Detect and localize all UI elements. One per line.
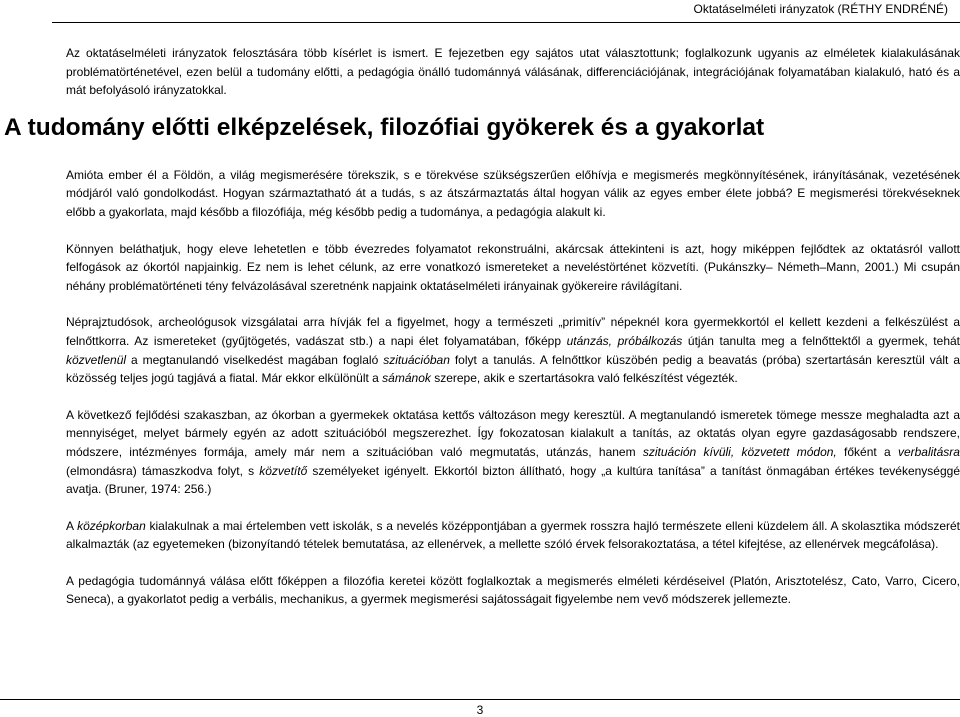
emphasis: közvetítő <box>259 463 308 478</box>
paragraph-2: Könnyen beláthatjuk, hogy eleve lehetetlen e több évezredes folyamatot rekonstruálni, akárcsak áttekinteni is azt, hogy miképpen fejlődtek az oktatásról vallott felfogások az ókortól napjainkig. Ez nem is lehet célunk, az erre vonatkozó ismereteket a neveléstörténet közvetíti. (Pukánszky– Németh–Mann, 2001.) Mi csupán néhány problématörténeti tény felvázolásával szeretnénk napjaink oktatáselméleti irányainak gyökereire rávilágítani. <box>66 241 960 293</box>
emphasis: közvetlenül <box>66 352 127 367</box>
text-span: útján tanulta meg a felnőttektől a gyermek, tehát <box>682 333 960 348</box>
text-span: a megtanulandó viselkedést magában foglaló <box>126 352 384 367</box>
text-span: személyeket igényelt. Ekkortól bizton állítható, hogy „a kultúra tanítása” a tanítást önmagában értékes tevékenységgé avatja. (Bruner, 1974: 256.) <box>66 463 960 497</box>
section-heading: A tudomány előtti elképzelések, filozófiai gyökerek és a gyakorlat <box>4 113 765 141</box>
footer-divider <box>0 699 960 700</box>
text-span: A következő fejlődési szakaszban, az ókorban a gyermekek oktatása kettős változáson megy keresztül. A megtanulandó ismeretek tömege messze meghaladta azt a mennyiséget, melyet bármely egyén az adott szituációból megszerezhet. Így fokozatosan kialakult a tanítás, az oktatás olyan egyre gazdaságosabb rendszere, módszere, intézményes formája, amely már nem a szituációban való megmutatás, utánzás, hanem <box>66 407 960 459</box>
intro-paragraph: Az oktatáselméleti irányzatok felosztására több kísérlet is ismert. E fejezetben egy sajátos utat választottunk; foglalkozunk ugyanis az elméletek kialakulásának problématörténetével, ezen belül a tudomány előtti, a pedagógia önálló tudománnyá válásának, differenciációjának, integrációjának folyamatában kialakuló, ható és a mát befolyásoló irányzatokkal. <box>66 46 960 98</box>
text-span: folyt a tanulás. A felnőttkor küszöbén pedig a beavatás (próba) szertartásán keresztül vált a közösség teljes jogú tagjává a fiatal. Már ekkor elkülönült a <box>66 352 960 386</box>
text-span: A <box>66 518 78 533</box>
paragraph-3 <box>66 313 960 387</box>
text-span: kialakulnak a mai értelemben vett iskolák, s a nevelés középpontjában a gyermek rosszra hajló természete elleni küzdelem áll. A skolasztika módszerét alkalmazták (az egyetemeken (bizonyítandó tételek bemutatása, az ellenérvek, a mellette szóló érvek felsorakoztatása, a tétel kifejtése, az ellenérvek megcáfolása). <box>66 518 960 552</box>
emphasis: verbalitásra <box>897 444 960 459</box>
page-number: 3 <box>476 703 484 717</box>
text-span: szerepe, akik e szertartásokra való felkészítést végezték. <box>430 371 738 386</box>
text-span: Néprajztudósok, archeológusok vizsgálatai arra hívják fel a figyelmet, hogy a természeti „primitív” népeknél kora gyermekkortól el kellett kezdeni a felkészülést a felnőttkorra. Az ismereteket (gyűjtögetés, vadászat stb.) a napi élet folyamatában, főképp <box>66 315 960 348</box>
paragraph-1: Amióta ember él a Földön, a világ megismerésére törekszik, s e törekvése szükségszerűen előhívja e megismerés megkönnyítésének, irányításának, vezetésének módjáról való gondolkodást. Hogyan származtatható át a tudás, s az átszármaztatás által hogyan válik az egyes ember élete jobbá? E megismerési törekvéseknek előbb a gyakorlata, majd később a filozófiája, még később pedig a tudománya, a pedagógia alakult ki. <box>66 167 960 219</box>
running-header <box>0 0 960 20</box>
paragraph-6: A pedagógia tudománnyá válása előtt főképpen a filozófia keretei között foglalkoztak a megismerés elméleti kérdéseivel (Platón, Arisztotelész, Cato, Varro, Cicero, Seneca), a gyakorlatot pedig a verbális, mechanikus, a gyermek megismerési sajátosságait figyelembe nem vevő módszerek jellemezte. <box>66 573 960 607</box>
emphasis: középkorban <box>77 518 146 533</box>
emphasis: szituáción kívüli, közvetett módon, <box>642 444 837 459</box>
emphasis: szituációban <box>383 352 450 367</box>
page-content <box>4 44 960 627</box>
emphasis: sámánok <box>382 371 431 386</box>
emphasis: utánzás, próbálkozás <box>566 333 683 348</box>
text-span: (elmondásra) támaszkodva folyt, s <box>66 463 260 478</box>
paragraph-5 <box>66 517 960 554</box>
paragraph-4 <box>66 406 960 499</box>
text-span: főként a <box>836 444 898 459</box>
running-header-title: Oktatáselméleti irányzatok (RÉTHY ENDRÉNÉ) <box>693 2 948 16</box>
header-divider <box>52 22 960 23</box>
